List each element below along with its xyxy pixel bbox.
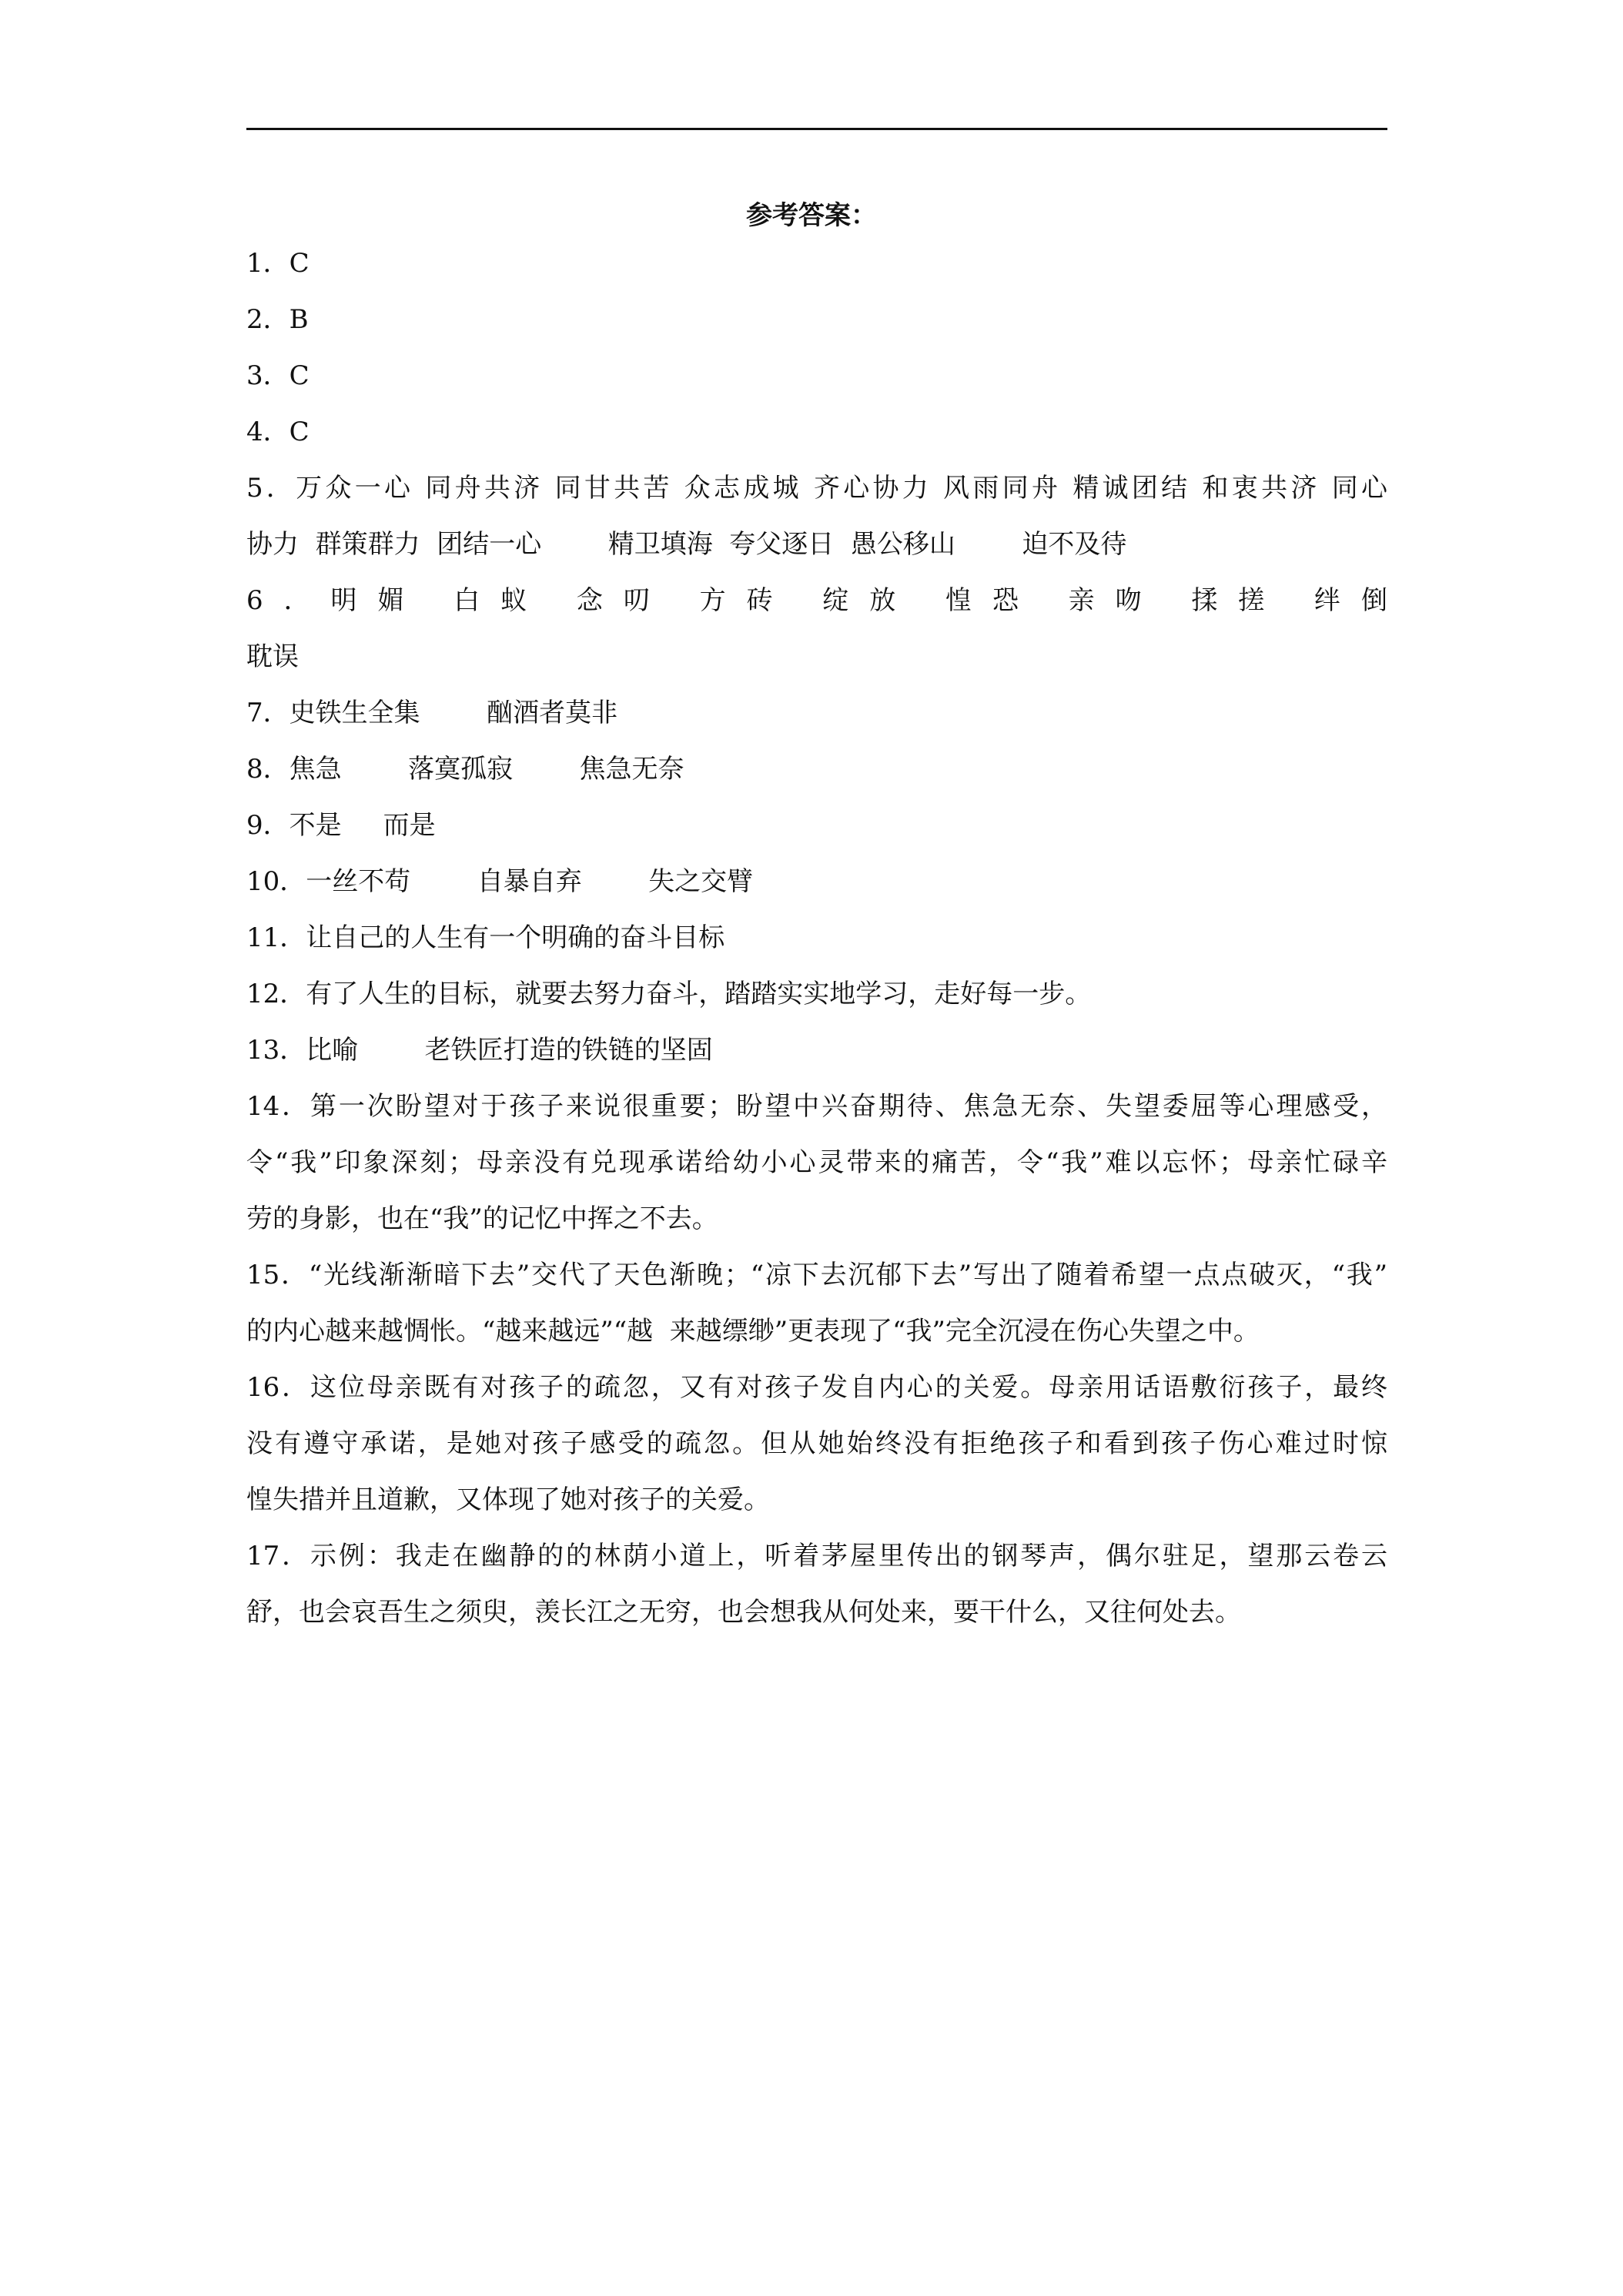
answer-line: 惶失措并且道歉，又体现了她对孩子的关爱。 [246, 1484, 770, 1515]
answer-line: 16．这位母亲既有对孩子的疏忽，又有对孩子发自内心的关爱。母亲用话语敷衍孩子，最终 [246, 1372, 1387, 1403]
answer-line: 15．“光线渐渐暗下去”交代了天色渐晚；“凉下去沉郁下去”写出了随着希望一点点破灭，“我” [246, 1260, 1387, 1290]
answer-heading: 参考答案： [746, 200, 877, 231]
answer-line: 5．万众一心 同舟共济 同甘共苦 众志成城 齐心协力 风雨同舟 精诚团结 和衷共济 同心 [246, 473, 1387, 504]
answer-line: 没有遵守承诺，是她对孩子感受的疏忽。但从她始终没有拒绝孩子和看到孩子伤心难过时惊 [246, 1428, 1387, 1459]
answer-line: 1．C [246, 248, 310, 279]
answer-line: 9．不是 而是 [246, 810, 436, 841]
answer-line: 3．C [246, 360, 310, 391]
answer-line: 12．有了人生的目标，就要去努力奋斗，踏踏实实地学习，走好每一步。 [246, 979, 1092, 1009]
answer-line: 7．史铁生全集 酗酒者莫非 [246, 698, 618, 728]
answer-line: 劳的身影，也在“我”的记忆中挥之不去。 [246, 1203, 718, 1234]
answer-line: 6．明媚 白蚁 念叨 方砖 绽放 惶恐 亲吻 揉搓 绊倒 [246, 585, 1387, 616]
answer-line: 协力 群策群力 团结一心 精卫填海 夸父逐日 愚公移山 迫不及待 [246, 529, 1127, 560]
answer-line: 17．示例：我走在幽静的的林荫小道上，听着茅屋里传出的钢琴声，偶尔驻足，望那云卷云 [246, 1541, 1387, 1571]
answer-line: 11．让自己的人生有一个明确的奋斗目标 [246, 922, 725, 953]
answer-line: 令“我”印象深刻；母亲没有兑现承诺给幼小心灵带来的痛苦，令“我”难以忘怀；母亲忙碌辛 [246, 1147, 1387, 1178]
answer-line: 4．C [246, 417, 310, 447]
answer-list [246, 236, 1387, 1641]
answer-line: 的内心越来越惆怅。“越来越远”“越 来越缥缈”更表现了“我”完全沉浸在伤心失望之中。 [246, 1316, 1260, 1347]
answer-line: 8．焦急 落寞孤寂 焦急无奈 [246, 754, 684, 785]
answer-line: 13．比喻 老铁匠打造的铁链的坚固 [246, 1035, 713, 1066]
answer-line: 舒，也会哀吾生之须臾，羡长江之无穷，也会想我从何处来，要干什么，又往何处去。 [246, 1597, 1241, 1628]
answer-line: 2．B [246, 304, 309, 335]
answer-line: 10．一丝不苟 自暴自弃 失之交臂 [246, 866, 754, 897]
header-rule [246, 128, 1387, 130]
answer-line: 耽误 [246, 641, 299, 672]
answer-line: 14．第一次盼望对于孩子来说很重要；盼望中兴奋期待、焦急无奈、失望委屈等心理感受， [246, 1091, 1387, 1122]
